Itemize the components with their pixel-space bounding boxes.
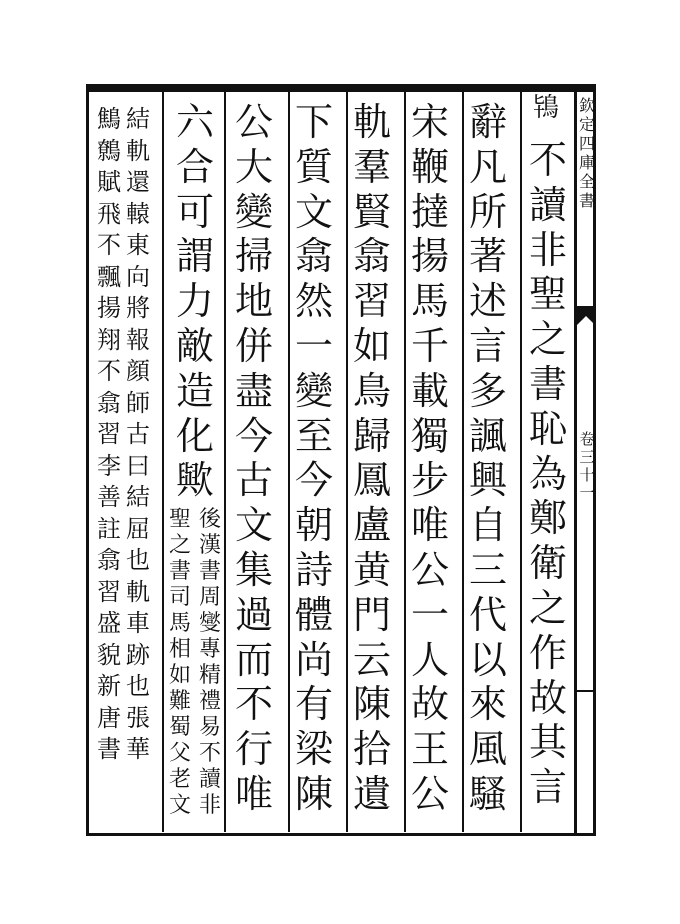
text-char: 而 [234, 637, 273, 682]
annotation-char: 漢 [198, 533, 221, 559]
text-char: 翕 [352, 234, 391, 279]
annotation-char: 結 [126, 105, 150, 133]
annotation-char: 轅 [126, 199, 150, 228]
annotation-char: 翔 [97, 325, 121, 354]
text-char: 載 [410, 368, 449, 413]
text-char: 賢 [352, 189, 391, 234]
text-char: 化 [175, 413, 214, 458]
text-char: 唯 [234, 771, 273, 816]
text-char: 唯 [410, 503, 449, 548]
text-char: 述 [468, 279, 507, 324]
text-column-1 [526, 93, 570, 810]
text-char: 質 [294, 144, 333, 189]
fish-tail-mark [576, 306, 596, 326]
annotation-char: 還 [126, 168, 150, 196]
text-char: 以 [468, 637, 507, 682]
column-rule [224, 92, 226, 832]
margin-title-char: 定 [578, 115, 595, 134]
annotation-char: 難 [168, 689, 191, 715]
annotation-char: 不 [198, 741, 221, 767]
annotation-column-pair [96, 104, 151, 766]
text-char: 鳳 [352, 458, 391, 503]
text-char: 遺 [352, 771, 391, 816]
text-column-3 [408, 100, 452, 817]
annotation-char: 跡 [126, 640, 150, 669]
annotation-char: 蜀 [168, 715, 191, 741]
annotation-char: 習 [97, 420, 121, 448]
text-char: 力 [175, 279, 214, 324]
text-char: 古 [234, 458, 273, 503]
text-char: 習 [352, 279, 391, 324]
annotation-char: 貌 [97, 640, 121, 669]
text-char: 鄭 [528, 496, 567, 541]
margin-title-char: 庫 [578, 153, 595, 172]
text-char: 為 [528, 451, 567, 496]
text-char: 多 [468, 368, 507, 413]
text-char: 凡 [468, 144, 507, 189]
annotation-char: 張 [126, 703, 150, 732]
text-char: 不 [528, 138, 567, 182]
text-char: 辭 [468, 100, 507, 144]
text-char: 翕 [294, 234, 333, 279]
text-char: 衛 [528, 541, 567, 586]
annotation-char: 新 [97, 672, 121, 700]
text-char: 造 [175, 368, 214, 413]
text-char: 人 [410, 637, 449, 682]
text-char: 朝 [294, 503, 333, 548]
annotation-char: 如 [168, 663, 191, 689]
annotation-char: 書 [97, 735, 121, 763]
annotation-char: 禮 [198, 689, 221, 715]
annotation-char: 書 [168, 559, 191, 585]
annotation-char: 老 [168, 767, 191, 793]
margin-juan-char: 十 [579, 466, 595, 484]
text-char: 地 [234, 279, 273, 324]
annotation-char: 將 [126, 294, 150, 322]
annotation-char: 父 [168, 741, 191, 767]
text-char: 過 [234, 592, 273, 637]
text-char: 陳 [294, 771, 333, 816]
annotation-char: 古 [126, 420, 150, 448]
fish-tail-mark-lower [576, 690, 596, 702]
text-char: 之 [528, 317, 567, 362]
text-char: 梁 [294, 727, 333, 772]
text-char: 言 [528, 765, 567, 810]
margin-juan-char: 三 [579, 448, 595, 466]
text-char: 集 [234, 547, 273, 592]
text-char: 公 [410, 771, 449, 816]
annotation-char: 也 [126, 546, 150, 574]
annotation-char: 非 [198, 793, 221, 819]
text-char: 一 [294, 323, 333, 368]
text-char: 盧 [352, 503, 391, 548]
column-rule [288, 92, 290, 832]
text-char: 門 [352, 592, 391, 637]
text-char: 之 [528, 585, 567, 630]
annotation-char: 軌 [126, 136, 150, 165]
annotation-char: 鷦 [97, 105, 121, 133]
column-rule [404, 92, 406, 832]
annotation-char: 不 [97, 231, 121, 259]
text-char: 不 [234, 682, 273, 727]
text-column-6 [232, 100, 276, 817]
text-char: 王 [410, 727, 449, 772]
annotation-char: 易 [198, 715, 221, 741]
text-char: 可 [175, 189, 214, 234]
margin-juan [578, 430, 596, 502]
text-char: 騷 [468, 771, 507, 816]
text-char: 文 [294, 189, 333, 234]
annotation-char: 習 [97, 577, 121, 606]
inline-annotation [168, 507, 222, 819]
text-column-4 [350, 100, 394, 817]
text-char: 作 [528, 630, 567, 675]
text-char: 諷 [468, 413, 507, 458]
text-char: 今 [234, 413, 273, 458]
annotation-char: 師 [126, 388, 150, 417]
text-char: 恥 [528, 406, 567, 451]
text-char: 尚 [294, 637, 333, 682]
annotation-char: 飛 [97, 199, 121, 228]
text-char: 言 [468, 323, 507, 368]
column-rule [346, 92, 348, 832]
text-char: 公 [410, 547, 449, 592]
text-char: 公 [234, 100, 273, 144]
text-char: 大 [234, 144, 273, 189]
margin-title-char: 四 [578, 134, 595, 153]
annotation-char: 華 [126, 735, 150, 763]
annotation-char: 後 [198, 507, 221, 533]
annotation-char: 精 [198, 663, 221, 689]
text-char: 興 [468, 458, 507, 503]
annotation-char: 馬 [168, 611, 191, 637]
column-rule [462, 92, 464, 832]
text-char: 羣 [352, 144, 391, 189]
annotation-char: 賦 [97, 168, 121, 196]
text-char: 歸 [352, 413, 391, 458]
annotation-char: 盛 [97, 609, 121, 637]
annotation-char: 書 [198, 559, 221, 585]
annotation-char: 鷯 [97, 136, 121, 165]
text-char: 變 [234, 189, 273, 234]
text-char: 著 [468, 234, 507, 279]
text-char: 至 [294, 413, 333, 458]
text-char: 陳 [352, 682, 391, 727]
text-char: 盡 [234, 368, 273, 413]
margin-title-char: 全 [578, 172, 595, 191]
text-char: 其 [528, 720, 567, 765]
text-char: 然 [294, 279, 333, 324]
text-char: 故 [528, 675, 567, 720]
annotation-char: 聖 [168, 507, 191, 533]
text-char: 一 [410, 592, 449, 637]
margin-title [578, 96, 596, 210]
text-char: 云 [352, 637, 391, 682]
text-char: 如 [352, 323, 391, 368]
annotation-char: 屈 [126, 514, 150, 543]
annotation-char: 曰 [126, 451, 150, 480]
text-char: 掃 [234, 234, 273, 279]
annotation-char: 翕 [97, 546, 121, 574]
text-char: 風 [468, 727, 507, 772]
annotation-char: 東 [126, 231, 150, 259]
text-char: 聖 [528, 272, 567, 317]
text-char: 有 [294, 682, 333, 727]
text-char: 拾 [352, 727, 391, 772]
text-char: 代 [468, 592, 507, 637]
text-char: 併 [234, 323, 273, 368]
annotation-char: 李 [97, 451, 121, 480]
annotation-char: 報 [126, 325, 150, 354]
text-char: 獨 [410, 413, 449, 458]
margin-juan-char: 一 [579, 484, 595, 502]
annotation-char: 不 [97, 357, 121, 385]
annotation-char: 專 [198, 637, 221, 663]
annotation-char: 相 [168, 637, 191, 663]
annotation-char: 之 [168, 533, 191, 559]
annotation-char: 唐 [97, 703, 121, 732]
text-char: 鞭 [410, 144, 449, 189]
text-char: 撻 [410, 189, 449, 234]
text-char: 謂 [175, 234, 214, 279]
text-char: 揚 [410, 234, 449, 279]
text-char: 下 [294, 100, 333, 144]
annotation-char: 飄 [97, 262, 121, 291]
text-char: 鳥 [352, 368, 391, 413]
text-char: 自 [468, 503, 507, 548]
margin-juan-char: 卷 [579, 430, 595, 448]
text-char: 軌 [352, 100, 391, 144]
margin-title-char: 欽 [578, 96, 595, 115]
text-char: 千 [410, 323, 449, 368]
annotation-char: 翕 [97, 388, 121, 417]
text-char: 步 [410, 458, 449, 503]
text-char: 書 [528, 361, 567, 406]
annotation-char: 車 [126, 609, 150, 637]
annotation-char: 司 [168, 585, 191, 611]
text-char: 行 [234, 727, 273, 772]
annotation-char: 軌 [126, 577, 150, 606]
text-column-5 [292, 100, 336, 817]
margin-divider [574, 88, 577, 836]
text-char: 今 [294, 458, 333, 503]
annotation-char: 揚 [97, 294, 121, 322]
annotation-char: 讀 [198, 767, 221, 793]
text-char: 宋 [410, 100, 449, 144]
annotation-char: 善 [97, 483, 121, 511]
annotation-char: 向 [126, 262, 150, 291]
text-char: 黄 [352, 547, 391, 592]
annotation-char: 顔 [126, 357, 150, 385]
annotation-char: 文 [168, 793, 191, 819]
text-char: 讀 [528, 182, 567, 227]
text-column-7 [168, 100, 222, 819]
annotation-char: 結 [126, 483, 150, 511]
annotation-column-1 [125, 104, 151, 766]
text-char: 六 [175, 100, 214, 144]
text-char: 馬 [410, 279, 449, 324]
text-char: 合 [175, 144, 214, 189]
text-column-2 [466, 100, 510, 817]
annotation-char: 燮 [198, 611, 221, 637]
text-char: 所 [468, 189, 507, 234]
inline-annotation-column [168, 507, 192, 819]
annotation-char: 註 [97, 514, 121, 543]
text-char: 變 [294, 368, 333, 413]
text-char: 故 [410, 682, 449, 727]
column-rule [162, 92, 164, 832]
text-char: 來 [468, 682, 507, 727]
margin-title-char: 書 [578, 191, 595, 210]
text-char: 敵 [175, 323, 214, 368]
text-char: 非 [528, 227, 567, 272]
column-rule [520, 92, 522, 832]
annotation-char: 也 [126, 672, 150, 700]
text-char: 體 [294, 592, 333, 637]
annotation-column-2 [96, 104, 122, 766]
text-char: 文 [234, 503, 273, 548]
inline-annotation-column [198, 507, 222, 819]
column-lead-char: 鴇 [532, 93, 559, 123]
text-char: 歟 [175, 458, 214, 503]
text-char: 詩 [294, 547, 333, 592]
annotation-char: 周 [198, 585, 221, 611]
text-char: 三 [468, 547, 507, 592]
